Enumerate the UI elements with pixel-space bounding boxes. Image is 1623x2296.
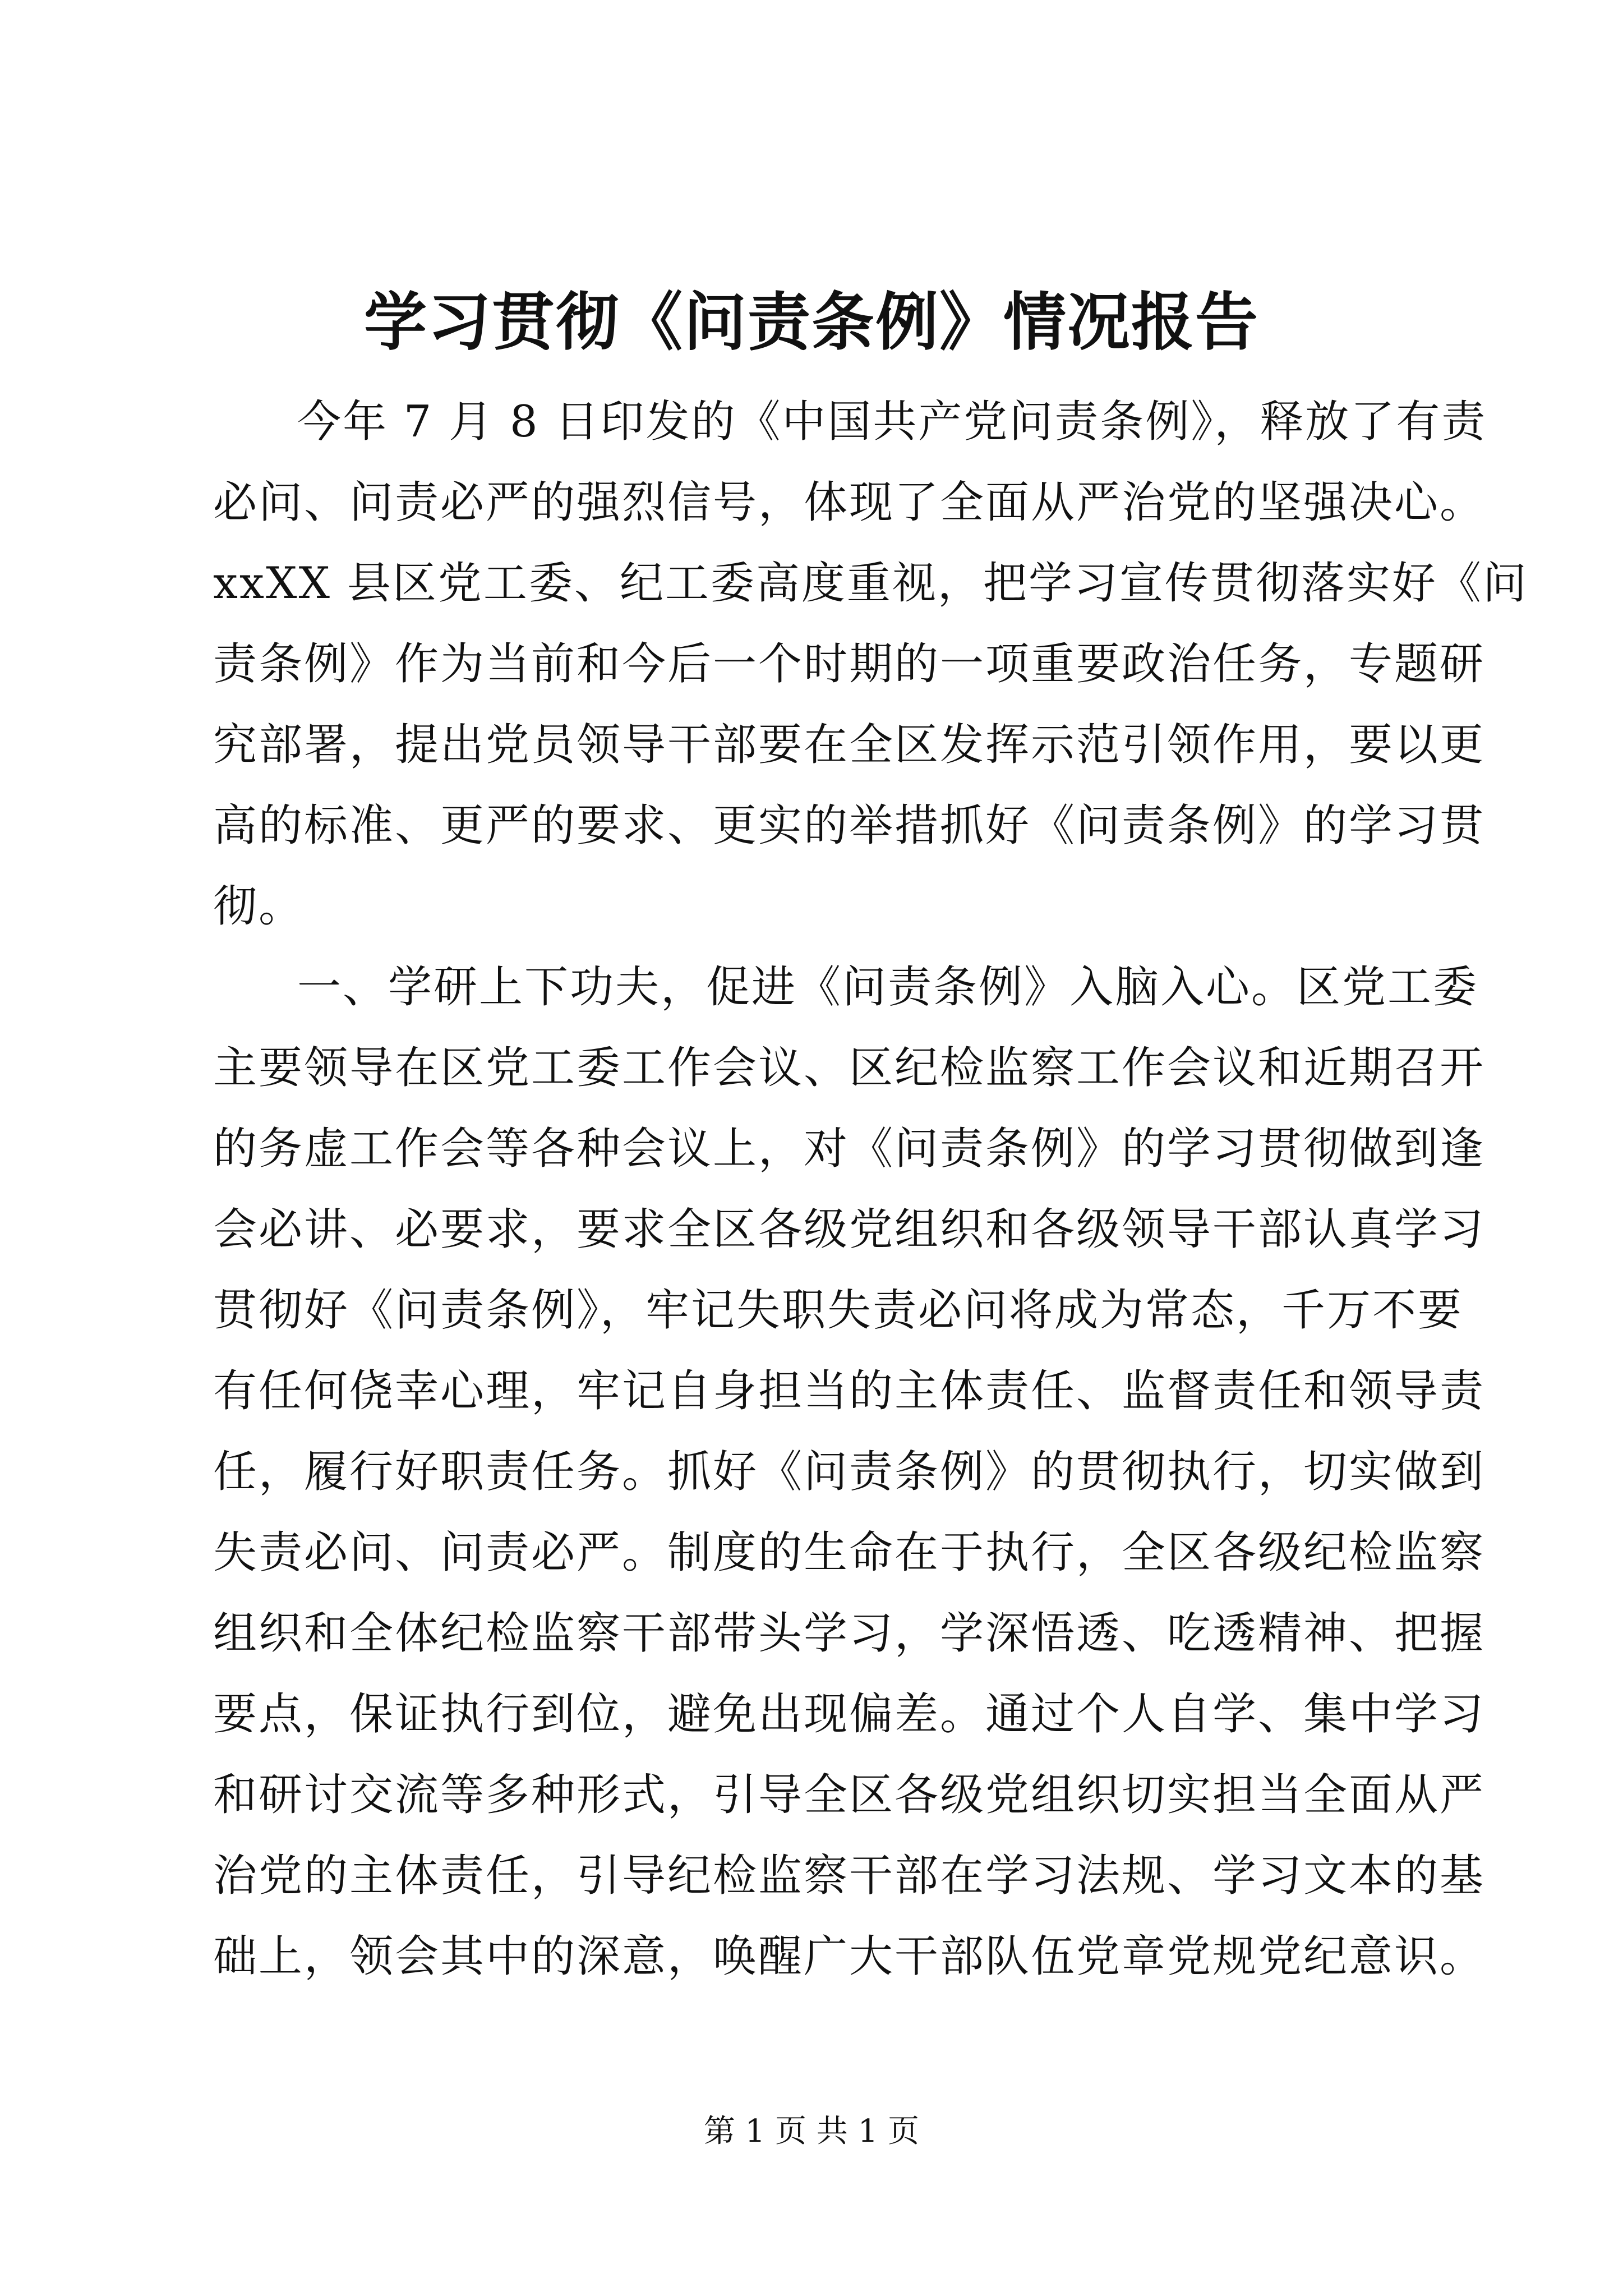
text-line: 要点，保证执行到位，避免出现偏差。通过个人自学、集中学习	[213, 1689, 1486, 1740]
text-line: 彻。	[213, 881, 305, 932]
text-line: 会必讲、必要求，要求全区各级党组织和各级领导干部认真学习	[213, 1204, 1486, 1255]
text-line: 的务虚工作会等各种会议上，对《问责条例》的学习贯彻做到逢	[213, 1124, 1486, 1174]
page-footer: 第 1 页 共 1 页	[703, 2113, 920, 2150]
paragraph-1	[213, 381, 1528, 947]
text-line: 今年 7 月 8 日印发的《中国共产党问责条例》，释放了有责	[297, 397, 1487, 447]
text-line: 高的标准、更严的要求、更实的举措抓好《问责条例》的学习贯	[213, 800, 1486, 851]
text-line: 组织和全体纪检监察干部带头学习，学深悟透、吃透精神、把握	[213, 1608, 1486, 1659]
text-line: 责条例》作为当前和今后一个时期的一项重要政治任务，专题研	[213, 639, 1486, 689]
text-line: 有任何侥幸心理，牢记自身担当的主体责任、监督责任和领导责	[213, 1366, 1486, 1416]
text-line: 必问、问责必严的强烈信号，体现了全面从严治党的坚强决心。	[213, 477, 1486, 528]
text-line: 贯彻好《问责条例》，牢记失职失责必问将成为常态，千万不要	[213, 1285, 1464, 1336]
text-line: 任，履行好职责任务。抓好《问责条例》的贯彻执行，切实做到	[213, 1447, 1486, 1497]
text-line: 失责必问、问责必严。制度的生命在于执行，全区各级纪检监察	[213, 1527, 1486, 1578]
text-line: 主要领导在区党工委工作会议、区纪检监察工作会议和近期召开	[213, 1043, 1486, 1093]
document-body	[213, 381, 1528, 1997]
text-line: 础上，领会其中的深意，唤醒广大干部队伍党章党规党纪意识。	[213, 1931, 1486, 1982]
paragraph-2	[213, 947, 1486, 1997]
document-title: 学习贯彻《问责条例》情况报告	[364, 286, 1259, 359]
text-line: 治党的主体责任，引导纪检监察干部在学习法规、学习文本的基	[213, 1851, 1486, 1901]
text-line: xxXX 县区党工委、纪工委高度重视，把学习宣传贯彻落实好《问	[213, 558, 1528, 609]
text-line: 一、学研上下功夫，促进《问责条例》入脑入心。区党工委	[297, 962, 1479, 1013]
text-line: 究部署，提出党员领导干部要在全区发挥示范引领作用，要以更	[213, 720, 1486, 770]
text-line: 和研讨交流等多种形式，引导全区各级党组织切实担当全面从严	[213, 1770, 1486, 1820]
